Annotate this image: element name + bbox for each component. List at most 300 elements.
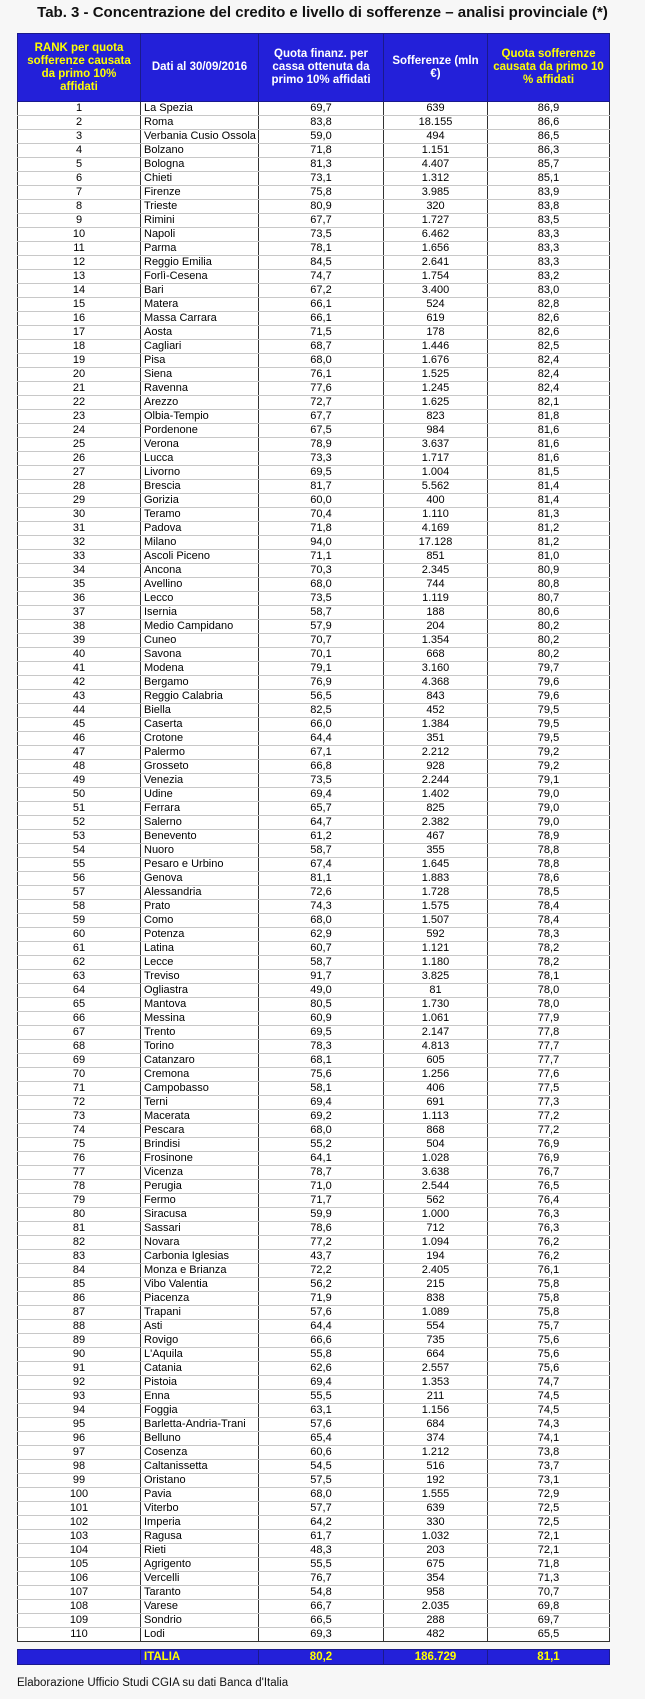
table-row xyxy=(18,704,610,718)
table-row xyxy=(18,844,610,858)
cell-bad-loans: 554 xyxy=(384,1320,488,1334)
cell-province: Agrigento xyxy=(141,1558,259,1572)
cell-province: Siena xyxy=(141,368,259,382)
cell-credit-share: 68,7 xyxy=(259,340,384,354)
table-body xyxy=(18,102,610,1665)
table-row xyxy=(18,732,610,746)
table-row xyxy=(18,438,610,452)
cell-rank: 38 xyxy=(18,620,141,634)
cell-bad-loans-share: 77,2 xyxy=(488,1124,610,1138)
cell-bad-loans: 1.151 xyxy=(384,144,488,158)
cell-bad-loans: 838 xyxy=(384,1292,488,1306)
cell-credit-share: 70,3 xyxy=(259,564,384,578)
cell-credit-share: 62,9 xyxy=(259,928,384,942)
table-row xyxy=(18,186,610,200)
cell-credit-share: 68,0 xyxy=(259,578,384,592)
cell-bad-loans: 1.883 xyxy=(384,872,488,886)
cell-bad-loans: 482 xyxy=(384,1628,488,1642)
cell-bad-loans: 4.368 xyxy=(384,676,488,690)
cell-bad-loans: 178 xyxy=(384,326,488,340)
cell-bad-loans-share: 78,9 xyxy=(488,830,610,844)
total-bad-loans: 186.729 xyxy=(384,1650,488,1665)
cell-province: Rimini xyxy=(141,214,259,228)
cell-province: Sassari xyxy=(141,1222,259,1236)
cell-credit-share: 69,4 xyxy=(259,1096,384,1110)
cell-rank: 29 xyxy=(18,494,141,508)
cell-rank: 70 xyxy=(18,1068,141,1082)
cell-credit-share: 55,5 xyxy=(259,1390,384,1404)
cell-bad-loans: 3.985 xyxy=(384,186,488,200)
table-row xyxy=(18,914,610,928)
cell-bad-loans: 1.676 xyxy=(384,354,488,368)
cell-bad-loans: 1.156 xyxy=(384,1404,488,1418)
cell-province: Palermo xyxy=(141,746,259,760)
cell-bad-loans: 3.160 xyxy=(384,662,488,676)
cell-rank: 59 xyxy=(18,914,141,928)
cell-bad-loans: 192 xyxy=(384,1474,488,1488)
cell-bad-loans-share: 80,7 xyxy=(488,592,610,606)
cell-bad-loans-share: 77,2 xyxy=(488,1110,610,1124)
cell-bad-loans: 6.462 xyxy=(384,228,488,242)
cell-rank: 32 xyxy=(18,536,141,550)
table-row xyxy=(18,900,610,914)
cell-province: Ferrara xyxy=(141,802,259,816)
cell-province: Pistoia xyxy=(141,1376,259,1390)
cell-bad-loans-share: 86,3 xyxy=(488,144,610,158)
cell-credit-share: 61,2 xyxy=(259,830,384,844)
cell-bad-loans-share: 74,3 xyxy=(488,1418,610,1432)
cell-province: Forlì-Cesena xyxy=(141,270,259,284)
table-row xyxy=(18,1614,610,1628)
cell-province: Brescia xyxy=(141,480,259,494)
cell-bad-loans: 1.256 xyxy=(384,1068,488,1082)
cell-rank: 28 xyxy=(18,480,141,494)
cell-rank: 100 xyxy=(18,1488,141,1502)
table-row xyxy=(18,620,610,634)
cell-rank: 34 xyxy=(18,564,141,578)
cell-credit-share: 66,7 xyxy=(259,1600,384,1614)
cell-province: Isernia xyxy=(141,606,259,620)
cell-bad-loans: 3.825 xyxy=(384,970,488,984)
cell-rank: 48 xyxy=(18,760,141,774)
cell-rank: 67 xyxy=(18,1026,141,1040)
cell-province: Campobasso xyxy=(141,1082,259,1096)
cell-credit-share: 60,9 xyxy=(259,1012,384,1026)
cell-province: Trento xyxy=(141,1026,259,1040)
cell-bad-loans-share: 75,6 xyxy=(488,1348,610,1362)
cell-province: Messina xyxy=(141,1012,259,1026)
table-row xyxy=(18,956,610,970)
table-row xyxy=(18,1264,610,1278)
cell-bad-loans-share: 76,5 xyxy=(488,1180,610,1194)
cell-province: Pesaro e Urbino xyxy=(141,858,259,872)
cell-province: Chieti xyxy=(141,172,259,186)
cell-bad-loans: 868 xyxy=(384,1124,488,1138)
cell-province: Vercelli xyxy=(141,1572,259,1586)
cell-bad-loans: 494 xyxy=(384,130,488,144)
cell-bad-loans: 320 xyxy=(384,200,488,214)
table-row xyxy=(18,718,610,732)
table-row xyxy=(18,1096,610,1110)
cell-province: Caserta xyxy=(141,718,259,732)
total-credit-share: 80,2 xyxy=(259,1650,384,1665)
cell-rank: 53 xyxy=(18,830,141,844)
table-row xyxy=(18,760,610,774)
cell-bad-loans-share: 75,7 xyxy=(488,1320,610,1334)
table-row xyxy=(18,340,610,354)
table-row xyxy=(18,1474,610,1488)
cell-credit-share: 61,7 xyxy=(259,1530,384,1544)
cell-bad-loans-share: 79,5 xyxy=(488,732,610,746)
cell-rank: 49 xyxy=(18,774,141,788)
cell-province: Siracusa xyxy=(141,1208,259,1222)
cell-province: Lecce xyxy=(141,956,259,970)
cell-bad-loans: 3.638 xyxy=(384,1166,488,1180)
cell-province: Monza e Brianza xyxy=(141,1264,259,1278)
cell-bad-loans: 211 xyxy=(384,1390,488,1404)
cell-bad-loans: 744 xyxy=(384,578,488,592)
cell-province: Roma xyxy=(141,116,259,130)
cell-credit-share: 66,8 xyxy=(259,760,384,774)
cell-bad-loans: 1.004 xyxy=(384,466,488,480)
cell-province: La Spezia xyxy=(141,102,259,116)
cell-rank: 56 xyxy=(18,872,141,886)
cell-bad-loans: 194 xyxy=(384,1250,488,1264)
cell-rank: 23 xyxy=(18,410,141,424)
cell-credit-share: 77,6 xyxy=(259,382,384,396)
table-row xyxy=(18,536,610,550)
cell-province: Vicenza xyxy=(141,1166,259,1180)
cell-bad-loans: 1.507 xyxy=(384,914,488,928)
cell-bad-loans-share: 83,8 xyxy=(488,200,610,214)
cell-credit-share: 57,5 xyxy=(259,1474,384,1488)
cell-bad-loans-share: 81,6 xyxy=(488,438,610,452)
cell-bad-loans-share: 81,8 xyxy=(488,410,610,424)
cell-rank: 66 xyxy=(18,1012,141,1026)
cell-credit-share: 79,1 xyxy=(259,662,384,676)
table-row xyxy=(18,1012,610,1026)
cell-bad-loans-share: 71,3 xyxy=(488,1572,610,1586)
cell-credit-share: 77,2 xyxy=(259,1236,384,1250)
table-row xyxy=(18,480,610,494)
cell-credit-share: 49,0 xyxy=(259,984,384,998)
cell-bad-loans-share: 85,1 xyxy=(488,172,610,186)
table-row xyxy=(18,774,610,788)
cell-rank: 18 xyxy=(18,340,141,354)
table-row xyxy=(18,802,610,816)
cell-rank: 64 xyxy=(18,984,141,998)
cell-bad-loans-share: 72,5 xyxy=(488,1502,610,1516)
table-row xyxy=(18,564,610,578)
cell-bad-loans: 2.345 xyxy=(384,564,488,578)
cell-bad-loans: 215 xyxy=(384,1278,488,1292)
cell-credit-share: 76,9 xyxy=(259,676,384,690)
cell-province: Macerata xyxy=(141,1110,259,1124)
cell-rank: 77 xyxy=(18,1166,141,1180)
cell-credit-share: 58,1 xyxy=(259,1082,384,1096)
cell-rank: 82 xyxy=(18,1236,141,1250)
cell-rank: 68 xyxy=(18,1040,141,1054)
cell-rank: 39 xyxy=(18,634,141,648)
cell-rank: 33 xyxy=(18,550,141,564)
header-bad-loans: Sofferenze (mln €) xyxy=(384,34,488,102)
table-row xyxy=(18,172,610,186)
cell-credit-share: 71,9 xyxy=(259,1292,384,1306)
cell-province: Bologna xyxy=(141,158,259,172)
table-row xyxy=(18,522,610,536)
cell-bad-loans: 691 xyxy=(384,1096,488,1110)
cell-bad-loans-share: 78,8 xyxy=(488,858,610,872)
cell-province: Prato xyxy=(141,900,259,914)
cell-rank: 17 xyxy=(18,326,141,340)
cell-rank: 19 xyxy=(18,354,141,368)
cell-credit-share: 75,8 xyxy=(259,186,384,200)
cell-province: Cremona xyxy=(141,1068,259,1082)
cell-credit-share: 71,5 xyxy=(259,326,384,340)
cell-bad-loans: 330 xyxy=(384,1516,488,1530)
cell-bad-loans: 639 xyxy=(384,102,488,116)
cell-bad-loans-share: 77,7 xyxy=(488,1054,610,1068)
cell-bad-loans-share: 81,4 xyxy=(488,480,610,494)
cell-bad-loans: 2.557 xyxy=(384,1362,488,1376)
header-credit-share: Quota finanz. per cassa ottenuta da primo 10% affidati xyxy=(259,34,384,102)
cell-credit-share: 66,1 xyxy=(259,312,384,326)
cell-province: Foggia xyxy=(141,1404,259,1418)
cell-rank: 20 xyxy=(18,368,141,382)
cell-credit-share: 76,1 xyxy=(259,368,384,382)
cell-bad-loans: 1.525 xyxy=(384,368,488,382)
table-row xyxy=(18,1418,610,1432)
cell-bad-loans: 5.562 xyxy=(384,480,488,494)
table-row xyxy=(18,1348,610,1362)
cell-bad-loans-share: 79,0 xyxy=(488,802,610,816)
table-row xyxy=(18,970,610,984)
table-row xyxy=(18,1306,610,1320)
credit-concentration-table xyxy=(17,33,610,1665)
cell-province: Cuneo xyxy=(141,634,259,648)
table-row xyxy=(18,928,610,942)
table-row xyxy=(18,984,610,998)
cell-bad-loans-share: 75,8 xyxy=(488,1278,610,1292)
total-rank xyxy=(18,1650,141,1665)
cell-bad-loans-share: 83,9 xyxy=(488,186,610,200)
cell-province: Carbonia Iglesias xyxy=(141,1250,259,1264)
cell-credit-share: 64,1 xyxy=(259,1152,384,1166)
header-bad-loans-share: Quota sofferenze causata da primo 10 % affidati xyxy=(488,34,610,102)
cell-rank: 51 xyxy=(18,802,141,816)
cell-credit-share: 67,7 xyxy=(259,410,384,424)
table-row xyxy=(18,606,610,620)
cell-bad-loans-share: 76,2 xyxy=(488,1236,610,1250)
cell-rank: 78 xyxy=(18,1180,141,1194)
cell-credit-share: 59,0 xyxy=(259,130,384,144)
cell-rank: 21 xyxy=(18,382,141,396)
cell-bad-loans: 2.035 xyxy=(384,1600,488,1614)
table-row xyxy=(18,1278,610,1292)
cell-bad-loans-share: 81,0 xyxy=(488,550,610,564)
cell-bad-loans-share: 85,7 xyxy=(488,158,610,172)
cell-bad-loans-share: 79,7 xyxy=(488,662,610,676)
cell-credit-share: 63,1 xyxy=(259,1404,384,1418)
table-row xyxy=(18,158,610,172)
cell-bad-loans: 675 xyxy=(384,1558,488,1572)
cell-province: Bolzano xyxy=(141,144,259,158)
cell-bad-loans: 1.625 xyxy=(384,396,488,410)
cell-bad-loans-share: 80,6 xyxy=(488,606,610,620)
cell-rank: 88 xyxy=(18,1320,141,1334)
cell-province: Gorizia xyxy=(141,494,259,508)
table-row xyxy=(18,1110,610,1124)
cell-bad-loans: 516 xyxy=(384,1460,488,1474)
cell-province: Catanzaro xyxy=(141,1054,259,1068)
cell-bad-loans: 4.407 xyxy=(384,158,488,172)
table-row xyxy=(18,592,610,606)
cell-rank: 44 xyxy=(18,704,141,718)
cell-province: Lodi xyxy=(141,1628,259,1642)
cell-province: Crotone xyxy=(141,732,259,746)
cell-bad-loans-share: 81,6 xyxy=(488,452,610,466)
cell-bad-loans: 843 xyxy=(384,690,488,704)
cell-credit-share: 80,9 xyxy=(259,200,384,214)
cell-bad-loans: 203 xyxy=(384,1544,488,1558)
cell-rank: 2 xyxy=(18,116,141,130)
cell-bad-loans-share: 82,4 xyxy=(488,368,610,382)
cell-rank: 58 xyxy=(18,900,141,914)
cell-bad-loans: 1.754 xyxy=(384,270,488,284)
cell-credit-share: 67,1 xyxy=(259,746,384,760)
cell-rank: 107 xyxy=(18,1586,141,1600)
cell-credit-share: 73,5 xyxy=(259,228,384,242)
cell-bad-loans-share: 77,3 xyxy=(488,1096,610,1110)
cell-credit-share: 60,0 xyxy=(259,494,384,508)
cell-bad-loans: 1.446 xyxy=(384,340,488,354)
cell-bad-loans: 524 xyxy=(384,298,488,312)
cell-bad-loans: 1.094 xyxy=(384,1236,488,1250)
cell-bad-loans-share: 82,5 xyxy=(488,340,610,354)
table-row xyxy=(18,676,610,690)
table-spacer xyxy=(18,1642,610,1650)
cell-province: Salerno xyxy=(141,816,259,830)
cell-rank: 106 xyxy=(18,1572,141,1586)
cell-credit-share: 73,3 xyxy=(259,452,384,466)
cell-rank: 50 xyxy=(18,788,141,802)
cell-rank: 72 xyxy=(18,1096,141,1110)
table-row xyxy=(18,830,610,844)
cell-rank: 69 xyxy=(18,1054,141,1068)
cell-province: Savona xyxy=(141,648,259,662)
cell-province: Reggio Calabria xyxy=(141,690,259,704)
cell-bad-loans-share: 73,8 xyxy=(488,1446,610,1460)
table-row xyxy=(18,1432,610,1446)
table-row xyxy=(18,200,610,214)
cell-bad-loans: 1.110 xyxy=(384,508,488,522)
table-row xyxy=(18,788,610,802)
cell-bad-loans-share: 76,9 xyxy=(488,1152,610,1166)
cell-province: Caltanissetta xyxy=(141,1460,259,1474)
cell-province: Barletta-Andria-Trani xyxy=(141,1418,259,1432)
cell-credit-share: 78,1 xyxy=(259,242,384,256)
table-row xyxy=(18,1138,610,1152)
cell-bad-loans-share: 83,0 xyxy=(488,284,610,298)
cell-bad-loans-share: 72,9 xyxy=(488,1488,610,1502)
cell-bad-loans-share: 73,1 xyxy=(488,1474,610,1488)
table-row xyxy=(18,382,610,396)
cell-rank: 108 xyxy=(18,1600,141,1614)
cell-bad-loans: 1.353 xyxy=(384,1376,488,1390)
cell-bad-loans-share: 81,2 xyxy=(488,536,610,550)
cell-bad-loans: 735 xyxy=(384,1334,488,1348)
cell-bad-loans: 2.544 xyxy=(384,1180,488,1194)
cell-province: Perugia xyxy=(141,1180,259,1194)
cell-province: Piacenza xyxy=(141,1292,259,1306)
cell-bad-loans-share: 76,7 xyxy=(488,1166,610,1180)
cell-bad-loans: 355 xyxy=(384,844,488,858)
table-row xyxy=(18,1320,610,1334)
table-row xyxy=(18,662,610,676)
cell-rank: 10 xyxy=(18,228,141,242)
cell-rank: 43 xyxy=(18,690,141,704)
table-row xyxy=(18,144,610,158)
cell-rank: 31 xyxy=(18,522,141,536)
cell-bad-loans: 664 xyxy=(384,1348,488,1362)
cell-credit-share: 81,3 xyxy=(259,158,384,172)
cell-bad-loans-share: 75,6 xyxy=(488,1334,610,1348)
cell-province: Rovigo xyxy=(141,1334,259,1348)
cell-bad-loans: 562 xyxy=(384,1194,488,1208)
cell-bad-loans-share: 75,8 xyxy=(488,1306,610,1320)
cell-bad-loans-share: 76,9 xyxy=(488,1138,610,1152)
cell-bad-loans: 1.575 xyxy=(384,900,488,914)
cell-province: Reggio Emilia xyxy=(141,256,259,270)
cell-bad-loans-share: 70,7 xyxy=(488,1586,610,1600)
cell-province: Imperia xyxy=(141,1516,259,1530)
cell-province: Ancona xyxy=(141,564,259,578)
cell-rank: 55 xyxy=(18,858,141,872)
cell-province: Genova xyxy=(141,872,259,886)
table-row xyxy=(18,648,610,662)
cell-bad-loans: 1.119 xyxy=(384,592,488,606)
cell-credit-share: 68,0 xyxy=(259,354,384,368)
table-row xyxy=(18,690,610,704)
cell-province: Verbania Cusio Ossola xyxy=(141,130,259,144)
cell-credit-share: 68,0 xyxy=(259,1488,384,1502)
cell-bad-loans-share: 78,3 xyxy=(488,928,610,942)
cell-credit-share: 82,5 xyxy=(259,704,384,718)
cell-province: Lucca xyxy=(141,452,259,466)
cell-credit-share: 68,1 xyxy=(259,1054,384,1068)
cell-bad-loans-share: 76,1 xyxy=(488,1264,610,1278)
cell-province: Teramo xyxy=(141,508,259,522)
cell-credit-share: 71,7 xyxy=(259,1194,384,1208)
cell-province: Olbia-Tempio xyxy=(141,410,259,424)
cell-credit-share: 56,5 xyxy=(259,690,384,704)
table-row xyxy=(18,354,610,368)
cell-province: Arezzo xyxy=(141,396,259,410)
cell-province: Asti xyxy=(141,1320,259,1334)
cell-bad-loans: 351 xyxy=(384,732,488,746)
cell-province: Matera xyxy=(141,298,259,312)
cell-bad-loans: 605 xyxy=(384,1054,488,1068)
cell-rank: 57 xyxy=(18,886,141,900)
table-row xyxy=(18,1292,610,1306)
source-note: Elaborazione Ufficio Studi CGIA su dati Banca d'Italia xyxy=(17,1677,289,1689)
cell-credit-share: 62,6 xyxy=(259,1362,384,1376)
cell-rank: 16 xyxy=(18,312,141,326)
cell-bad-loans: 1.113 xyxy=(384,1110,488,1124)
cell-bad-loans: 452 xyxy=(384,704,488,718)
cell-rank: 65 xyxy=(18,998,141,1012)
cell-credit-share: 69,7 xyxy=(259,102,384,116)
